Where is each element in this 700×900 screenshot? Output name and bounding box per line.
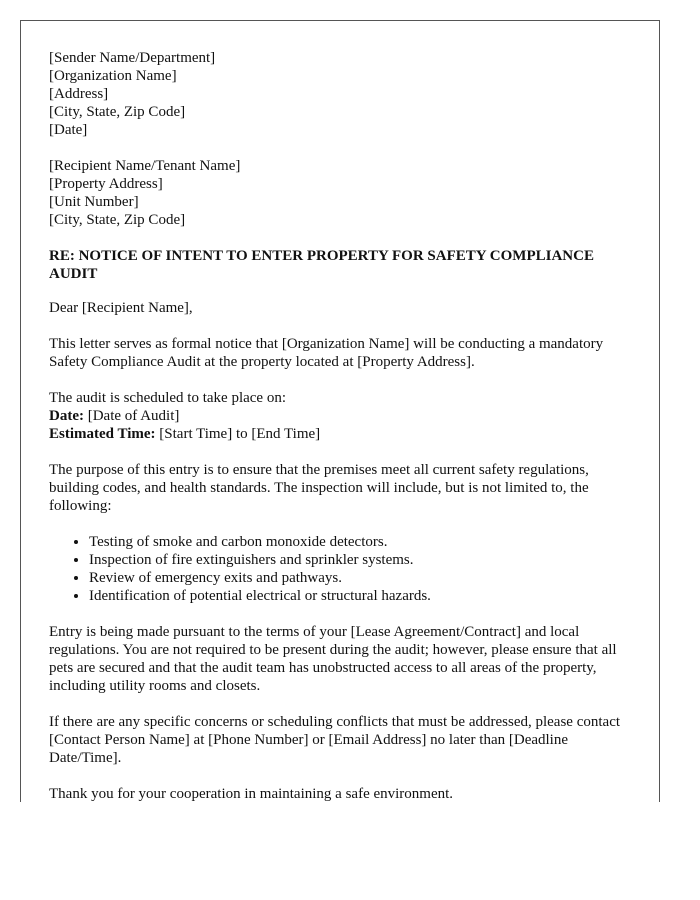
time-value: [Start Time] to [End Time]	[155, 426, 321, 442]
intro-paragraph: This letter serves as formal notice that [Organization Name] will be conducting a mandatory Safety Compliance Audit at the property located at [Property Address].	[49, 336, 604, 370]
contact-paragraph: If there are any specific concerns or scheduling conflicts that must be addressed, please contact [Contact Person Name] at [Phone Number] or [Email Address] no later than [Deadline Date/Time].	[49, 714, 621, 766]
inspection-list	[49, 533, 631, 605]
sender-organization: [Organization Name]	[49, 68, 177, 84]
entry-terms-paragraph: Entry is being made pursuant to the terms of your [Lease Agreement/Contract] and local regulations. You are not required to be present during the audit; however, please ensure that all pets are secured and that the audit team has unobstructed access to all areas of the property, including utility rooms and closets.	[49, 624, 617, 694]
closing-paragraph: Thank you for your cooperation in maintaining a safe environment.	[49, 786, 454, 802]
sender-name: [Sender Name/Department]	[49, 50, 216, 66]
list-item: • Identification of potential electrical or structural hazards.	[89, 587, 631, 605]
time-label: Estimated Time:	[49, 426, 156, 442]
date-value: [Date of Audit]	[83, 408, 180, 424]
recipient-property: [Property Address]	[49, 176, 163, 192]
recipient-city: [City, State, Zip Code]	[49, 212, 186, 228]
sender-city: [City, State, Zip Code]	[49, 104, 186, 120]
schedule-lead: The audit is scheduled to take place on:	[49, 390, 287, 406]
list-item: • Review of emergency exits and pathways.	[89, 569, 631, 587]
date-label: Date:	[49, 408, 84, 424]
schedule-date-line	[49, 407, 631, 425]
purpose-paragraph: The purpose of this entry is to ensure that the premises meet all current safety regulations, building codes, and health standards. The inspection will include, but is not limited to, the following:	[49, 462, 589, 514]
letter-page	[20, 20, 660, 802]
sender-address: [Address]	[49, 86, 109, 102]
list-item: • Inspection of fire extinguishers and sprinkler systems.	[89, 551, 631, 569]
subject-line: RE: NOTICE OF INTENT TO ENTER PROPERTY FOR SAFETY COMPLIANCE AUDIT	[49, 248, 594, 282]
letter-content	[21, 21, 659, 802]
salutation: Dear [Recipient Name],	[49, 300, 193, 316]
recipient-unit: [Unit Number]	[49, 194, 139, 210]
schedule-time-line	[49, 425, 631, 443]
recipient-name: [Recipient Name/Tenant Name]	[49, 158, 241, 174]
schedule-block	[49, 389, 631, 443]
sender-block	[49, 49, 631, 139]
sender-date: [Date]	[49, 122, 88, 138]
recipient-block	[49, 157, 631, 229]
list-item: • Testing of smoke and carbon monoxide detectors.	[89, 533, 631, 551]
